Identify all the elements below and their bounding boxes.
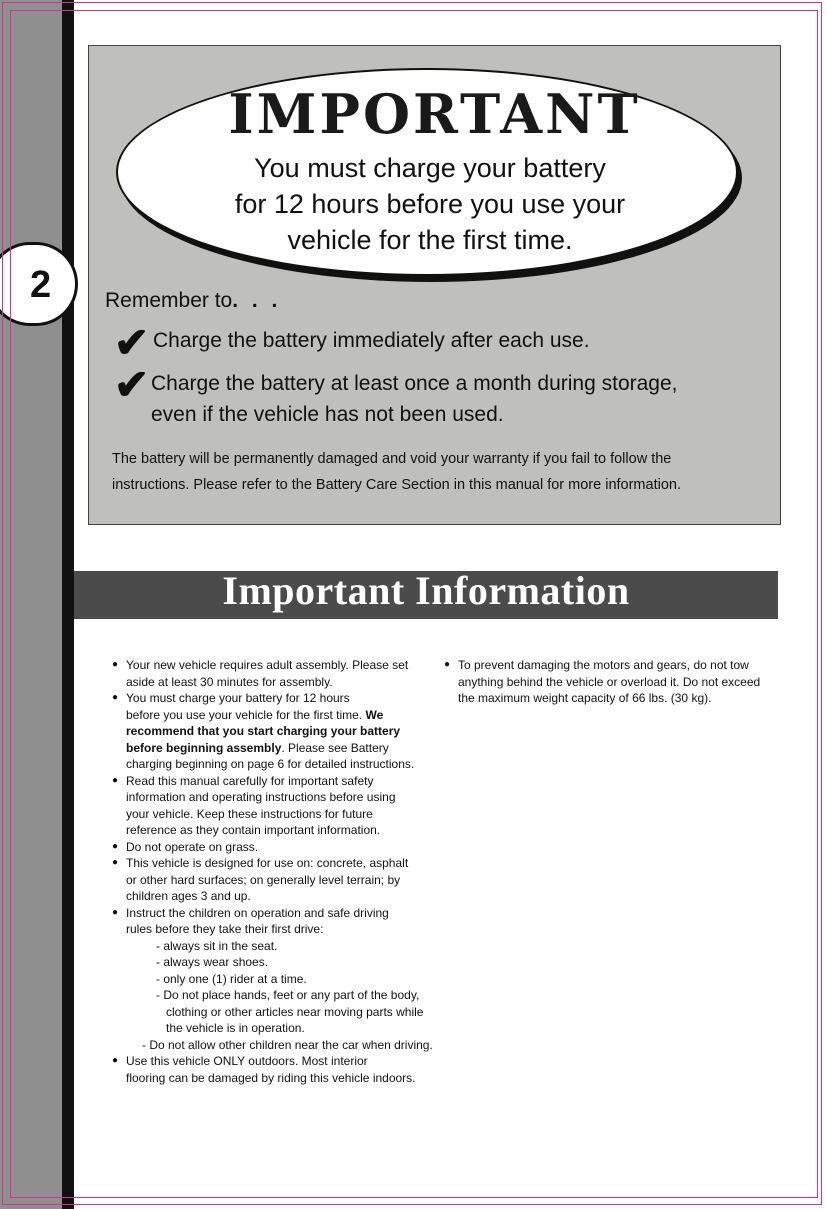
info-bullet-read-manual: ● Read this manual carefully for important safety information and operating instructions before using your vehicle. Keep these instructions for future reference as they contain important information. xyxy=(112,773,457,839)
battery-warning-line: instructions. Please refer to the Battery Care Section in this manual for more information. xyxy=(112,477,681,493)
info-bullet-charge: ● You must charge your battery for 12 hours before you use your vehicle for the first time. We recommend that you start charging your battery before beginning assembly. Please see Battery charging beginning on page 6 for detailed instructions. xyxy=(112,690,457,773)
section-title: Important Information xyxy=(222,568,630,613)
charge-message-line: You must charge your battery xyxy=(254,153,606,183)
info-bullet-assembly: ● Your new vehicle requires adult assembly. Please set aside at least 30 minutes for assembly. xyxy=(112,657,457,690)
page-number: 2 xyxy=(30,264,52,306)
info-bullet-towing: ● To prevent damaging the motors and gears, do not tow anything behind the vehicle or overload it. Do not exceed the maximum weight capacity of 66 lbs. (30 kg). xyxy=(444,657,784,707)
trim-mark-inner xyxy=(10,10,818,1198)
info-bullet-outdoors: ● Use this vehicle ONLY outdoors. Most interior flooring can be damaged by riding this vehicle indoors. xyxy=(112,1053,457,1086)
charge-message-line: for 12 hours before you use your xyxy=(234,189,626,219)
remember-dots: . . . xyxy=(232,289,282,312)
important-heading: IMPORTANT xyxy=(228,82,641,146)
remember-item: Charge the battery at least once a month during storage, xyxy=(151,372,678,395)
remember-item: Charge the battery immediately after each use. xyxy=(153,329,590,352)
info-bullet-instruct: ● Instruct the children on operation and safe driving rules before they take their first drive: - always sit in the seat. - always wear shoes. - only one (1) rider at a time. - Do not place hands, feet or any part of the body, clothing or other articles near moving parts while the vehicle is in operation. - Do not allow other children near the car when driving. xyxy=(112,905,457,1054)
checkmark-icon: ✔ xyxy=(114,319,150,366)
remember-item-continued: even if the vehicle has not been used. xyxy=(151,403,504,426)
info-bullet-surfaces: ● This vehicle is designed for use on: concrete, asphalt or other hard surfaces; on generally level terrain; by children ages 3 and up. xyxy=(112,855,457,905)
checkmark-icon: ✔ xyxy=(114,361,150,408)
charge-message-line: vehicle for the first time. xyxy=(287,225,573,255)
info-bullet-grass: ● Do not operate on grass. xyxy=(112,839,457,856)
battery-warning-line: The battery will be permanently damaged and void your warranty if you fail to follow the xyxy=(112,451,672,467)
remember-text: Remember to xyxy=(105,289,233,312)
